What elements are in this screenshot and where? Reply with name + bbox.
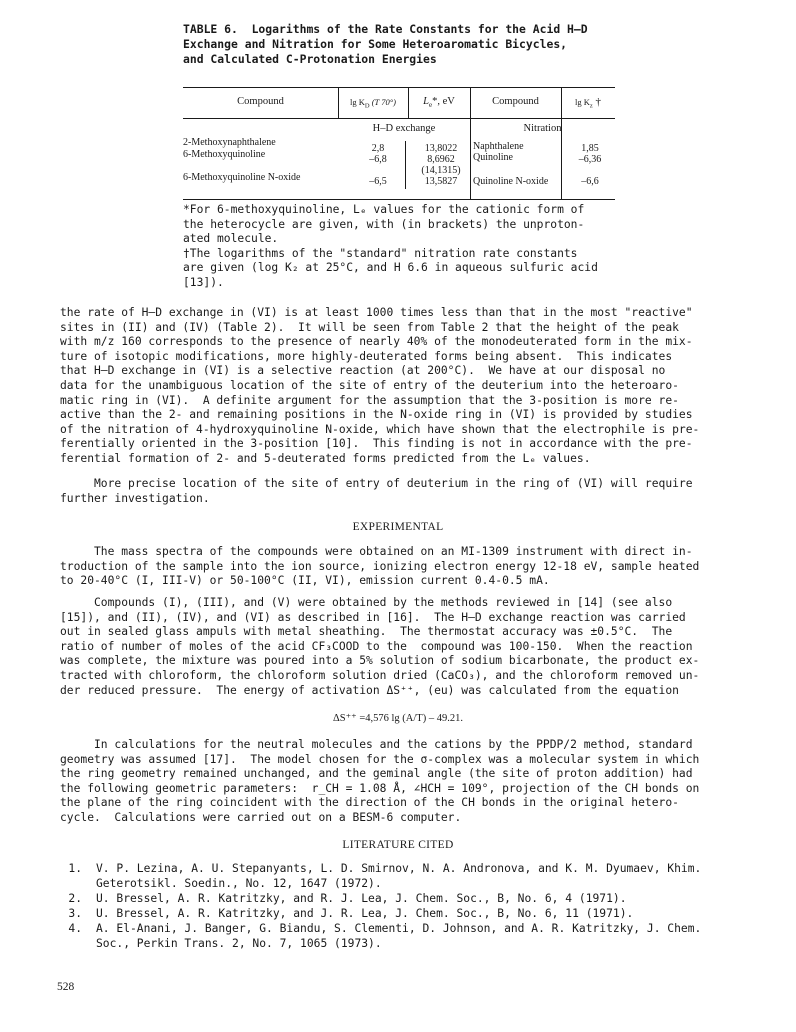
body-paragraph	[60, 596, 740, 698]
reference-item	[66, 892, 746, 907]
row-lgkz: –6,36	[578, 154, 602, 165]
row-compound-right: Quinoline N-oxide	[473, 176, 549, 187]
row-compound: 6-Methoxyquinoline	[183, 149, 266, 160]
reference-item	[66, 922, 746, 952]
text-line: sites in (II) and (IV) (Table 2). It will be seen from Table 2 that the height of the peak	[60, 320, 679, 334]
table-top-rule	[183, 87, 615, 88]
text-line: of the nitration of 4-hydroxyquinoline N-oxide, which have shown that the electrophile is pre-	[60, 422, 700, 436]
caption-line: TABLE 6. Logarithms of the Rate Constants for the Acid H–D	[183, 22, 588, 36]
reference-line: U. Bressel, A. R. Katritzky, and J. R. Lea, J. Chem. Soc., B, No. 6, 11 (1971).	[96, 907, 634, 920]
body-paragraph	[60, 545, 740, 589]
body-paragraph	[60, 477, 740, 506]
text-line: out in sealed glass ampuls with metal sheathing. The thermostat accuracy was ±0.5°C. The	[60, 625, 673, 639]
text-line: ferential formation of 2- and 5-deuterated forms predicted from the Lₑ values.	[60, 451, 591, 465]
table-footnotes	[183, 203, 623, 291]
text-line: In calculations for the neutral molecules and the cations by the PPDP/2 method, standard	[60, 738, 693, 751]
text-line: More precise location of the site of entry of deuterium in the ring of (VI) will require	[60, 477, 693, 490]
footnote-line: [13]).	[183, 275, 224, 289]
header-compound-2: Compound	[492, 96, 539, 107]
row-le: 13,5827	[424, 176, 458, 187]
activation-equation: ΔS⁺⁺ =4,576 lg (A/T) – 49.21.	[333, 713, 463, 724]
text-line: troduction of the sample into the ion source, ionizing electron energy 12-18 eV, sample heated	[60, 559, 700, 573]
footnote-line: are given (log K₂ at 25°C, and H 6.6 in aqueous sulfuric acid	[183, 261, 598, 275]
text-line: der reduced pressure. The energy of activation ΔS⁺⁺, (eu) was calculated from the equation	[60, 683, 679, 697]
caption-line: and Calculated C-Protonation Energies	[183, 52, 437, 66]
row-le: 8,6962	[427, 154, 455, 165]
reference-line: A. El-Anani, J. Banger, G. Biandu, S. Clementi, D. Johnson, and A. R. Katritzky, J. Chem.	[96, 922, 702, 935]
text-line: was complete, the mixture was poured into a 5% solution of sodium bicarbonate, the product ex-	[60, 654, 700, 668]
text-line: the plane of the ring coincident with the direction of the CH bonds in the original hetero-	[60, 796, 679, 810]
text-line: The mass spectra of the compounds were obtained on an MI-1309 instrument with direct in-	[60, 545, 693, 558]
reference-line: Geterotsikl. Soedin., No. 12, 1647 (1972).	[96, 876, 382, 890]
row-compound-right: Quinoline	[473, 152, 513, 163]
data-table	[183, 87, 615, 200]
text-line: that H–D exchange in (VI) is a selective reaction (at 200°C). We have at our disposal no	[60, 364, 666, 378]
text-line: active than the 2- and remaining positions in the N-oxide ring in (VI) is provided by studies	[60, 408, 693, 422]
reference-line: U. Bressel, A. R. Katritzky, and R. J. Lea, J. Chem. Soc., B, No. 6, 4 (1971).	[96, 892, 627, 905]
text-line: cycle. Calculations were carried out on a BESM-6 computer.	[60, 810, 462, 824]
text-line: the ring geometry remained unchanged, and the geminal angle (the site of proton addition) had	[60, 767, 693, 781]
reference-item	[66, 862, 746, 892]
text-line: ferentially oriented in the 3-position [10]. This finding is not in accordance with the pre-	[60, 437, 693, 451]
reference-number: 3.	[68, 907, 82, 920]
footnote-line: *For 6-methoxyquinoline, Lₑ values for the cationic form of	[183, 203, 585, 216]
row-compound-right: Naphthalene	[473, 141, 524, 152]
text-line: the following geometric parameters: r_CH = 1.08 Å, ∠HCH = 109°, projection of the CH bonds on	[60, 781, 700, 795]
page-number: 528	[57, 981, 75, 993]
header-lgkd: $\lg K_D$ (T 70°)	[350, 97, 396, 110]
row-lgkz: –6,6	[581, 176, 599, 187]
text-line: ture of isotopic modifications, more highly-deuterated forms being absent. This indicates	[60, 349, 673, 363]
header-le: $L_e*$, eV	[423, 96, 455, 110]
body-paragraph	[60, 306, 740, 467]
reference-number: 4.	[68, 922, 82, 935]
reference-number: 1.	[68, 862, 82, 875]
row-lgkd: 2,8	[371, 143, 385, 154]
footnote-line: the heterocycle are given, with (in brackets) the unproton-	[183, 217, 585, 231]
text-line: with m/z 160 corresponds to the presence of nearly 40% of the monodeuterated form in the mix-	[60, 335, 693, 349]
text-line: the rate of H–D exchange in (VI) is at least 1000 times less than that in the most "reactive"	[60, 306, 693, 319]
row-le: (14,1315)	[421, 165, 461, 176]
row-lgkd: –6,5	[369, 176, 387, 187]
table-caption	[183, 22, 623, 67]
inner-divider	[405, 141, 406, 189]
row-compound: 2-Methoxynaphthalene	[183, 137, 276, 148]
table-bottom-rule	[183, 199, 615, 200]
header-compound: Compound	[237, 96, 284, 107]
text-line: ratio of number of moles of the acid CF₃COOD to the compound was 100-150. When the reaction	[60, 639, 693, 653]
caption-line: Exchange and Nitration for Some Heteroaromatic Bicycles,	[183, 37, 568, 51]
row-le: 13,8022	[424, 143, 458, 154]
group-label-hd: H–D exchange	[372, 123, 436, 134]
table-header-rule	[183, 118, 615, 119]
reference-line: Soc., Perkin Trans. 2, No. 7, 1065 (1973).	[96, 936, 382, 950]
group-label-nitration: Nitration	[523, 123, 562, 134]
body-paragraph	[60, 738, 740, 826]
reference-number: 2.	[68, 892, 82, 905]
text-line: to 20-40°C (I, III-V) or 50-100°C (II, VI), emission current 0.4-0.5 mA.	[60, 574, 550, 588]
text-line: geometry was assumed [17]. The model chosen for the σ-complex was a molecular system in which	[60, 752, 700, 766]
row-lgkz: 1,85	[581, 143, 599, 154]
text-line: Compounds (I), (III), and (V) were obtained by the methods reviewed in [14] (see also	[60, 596, 673, 609]
text-line: data for the unambiguous location of the site of entry of the deuterium into the heteroaro-	[60, 378, 679, 392]
section-heading-literature: LITERATURE CITED	[342, 839, 454, 851]
reference-item	[66, 907, 746, 922]
reference-line: V. P. Lezina, A. U. Stepanyants, L. D. Smirnov, N. A. Andronova, and K. M. Dyumaev, Khim.	[96, 862, 702, 875]
header-lgkz: $\lg K_z$ †	[574, 96, 601, 110]
text-line: further investigation.	[60, 491, 210, 505]
footnote-line: †The logarithms of the "standard" nitration rate constants	[183, 246, 578, 260]
footnote-line: ated molecule.	[183, 232, 279, 246]
text-line: [15]), and (II), (IV), and (VI) as described in [16]. The H–D exchange reaction was carried	[60, 610, 686, 624]
row-lgkd: –6,8	[369, 154, 387, 165]
row-compound: 6-Methoxyquinoline N-oxide	[183, 172, 301, 183]
text-line: tracted with chloroform, the chloroform solution dried (CaCO₃), and the chloroform removed un-	[60, 668, 700, 682]
text-line: matic ring in (VI). A definite argument for the assumption that the 3-position is more re-	[60, 393, 679, 407]
section-heading-experimental: EXPERIMENTAL	[352, 521, 444, 533]
